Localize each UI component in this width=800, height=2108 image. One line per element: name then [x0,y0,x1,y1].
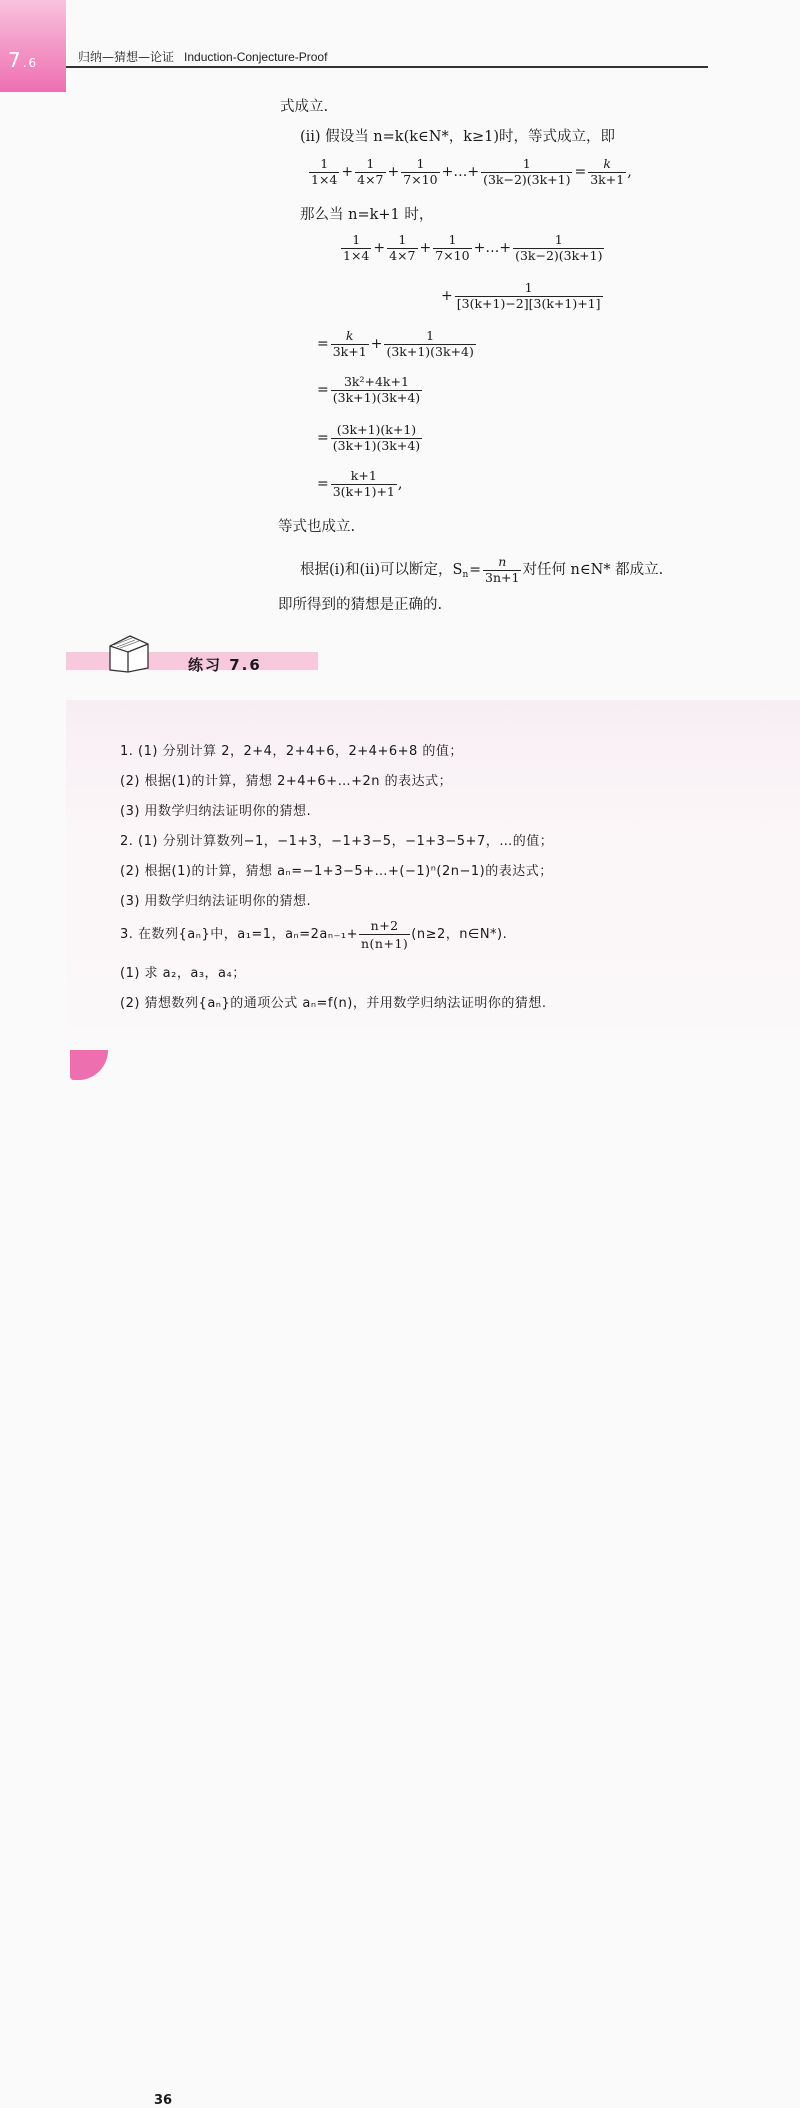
exercise-line-6: (3) 用数学归纳法证明你的猜想. [120,894,312,909]
running-header [78,48,327,65]
exercise-line-4: 2. (1) 分别计算数列−1，−1+3，−1+3−5，−1+3−5+7，…的值； [120,834,554,849]
header-rule [66,66,708,68]
step-eq-1: = $\frac{k}{3k+1}$ + $\frac{1}{(3k+1)(3k+4)}$ [317,328,474,359]
proof-also-holds: 等式也成立. [278,519,356,535]
book-icon [106,632,152,674]
proof-conclusion: 根据(i)和(ii)可以断定，$S_n=$ $\frac{n}{3n+1}$ 对任何 n∈N* 都成立. [300,554,664,585]
chapter-tab [0,0,66,92]
exercise-title: 练习 7.6 [188,656,262,674]
exercise-line-9: (2) 猜想数列{aₙ}的通项公式 aₙ=f(n)，并用数学归纳法证明你的猜想. [120,996,547,1011]
induction-sum-line2: + $\frac{1}{[3(k+1)-2][3(k+1)+1]}$ [441,280,601,311]
step-eq-3: = $\frac{(3k+1)(k+1)}{(3k+1)(3k+4)}$ [317,422,421,453]
exercise-line-1: 1. (1) 分别计算 2，2+4，2+4+6，2+4+6+8 的值； [120,744,463,759]
hypothesis-equation: $\frac{1}{1\times 4}$ + $\frac{1}{4\times 7}$ + $\frac{1}{7\times 10}$ +…+ $\frac{1}{(3k-2)(3k+1)}$ = $\frac{k}{3k+1}$ , [311,156,632,187]
step-eq-4: = $\frac{k+1}{3(k+1)+1}$ , [317,468,403,499]
section-number: 7.6 [8,48,39,72]
proof-line-cont: 式成立. [280,99,329,115]
step-eq-2: = $\frac{\text{3k²+4k+1}}{(3k+1)(3k+4)}$ [317,374,421,405]
header-title-en: Induction-Conjecture-Proof [184,50,328,64]
induction-sum-line1: $\frac{1}{1\times 4}$ + $\frac{1}{4\times 7}$ + $\frac{1}{7\times 10}$ +…+ $\frac{1}{(3k-2)(3k+1)}$ [343,232,603,263]
proof-then: 那么当 n=k+1 时， [300,207,434,223]
exercise-line-3: (3) 用数学归纳法证明你的猜想. [120,804,312,819]
proof-step2: (ii) 假设当 n=k(k∈N*，k≥1)时，等式成立，即 [300,129,616,145]
exercise-line-7: 3. 在数列{aₙ}中，a₁=1，aₙ=2aₙ₋₁+ $\frac{n+2}{n(n+1)}$ (n≥2，n∈N*). [120,918,508,951]
exercise-line-2: (2) 根据(1)的计算，猜想 2+4+6+…+2n 的表达式； [120,774,453,789]
exercise-line-8: (1) 求 a₂，a₃，a₄； [120,966,246,981]
proof-correct: 即所得到的猜想是正确的. [278,597,443,613]
exercise-line-5: (2) 根据(1)的计算，猜想 aₙ=−1+3−5+…+(−1)ⁿ(2n−1)的表达式； [120,864,553,879]
header-title-cn: 归纳—猜想—论证 [78,50,175,64]
page-number: 36 [154,2093,173,2108]
